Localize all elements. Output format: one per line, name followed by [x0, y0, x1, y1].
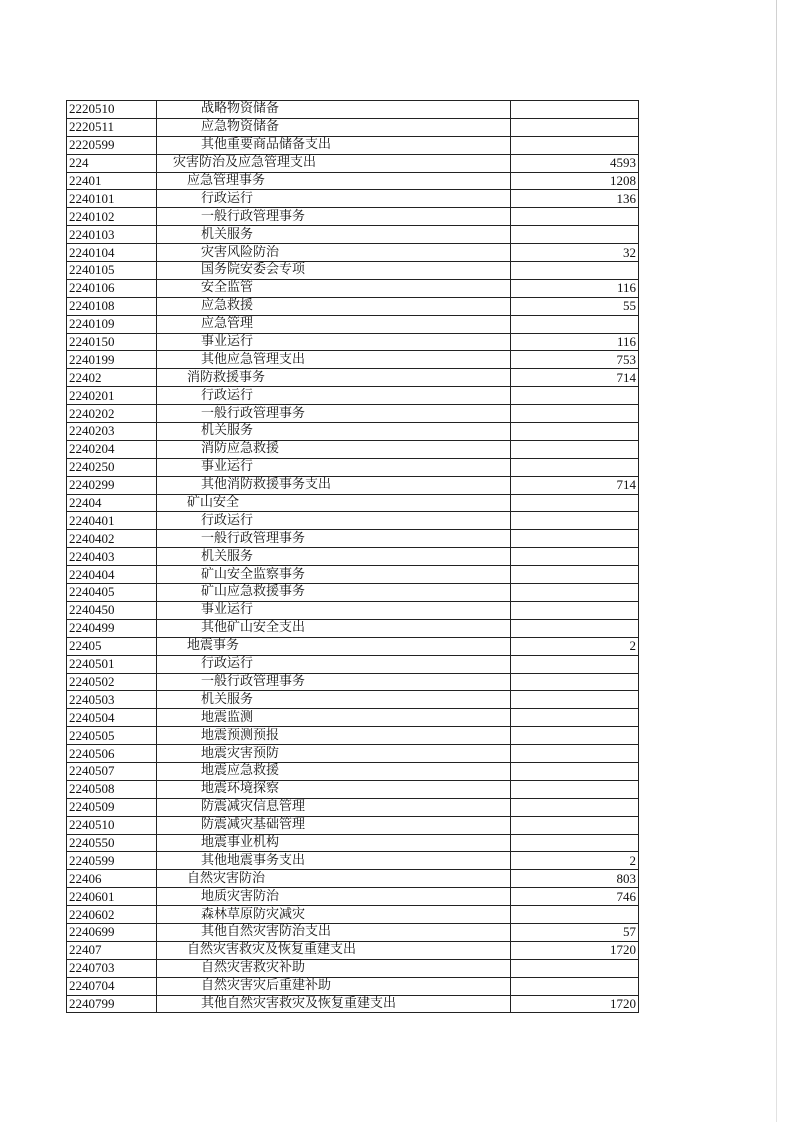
table-row [67, 691, 639, 709]
subject-code: 2240199 [67, 351, 157, 369]
table-row [67, 798, 639, 816]
subject-code: 2240499 [67, 619, 157, 637]
subject-code: 2240599 [67, 852, 157, 870]
subject-name: 其他自然灾害救灾及恢复重建支出 [157, 995, 511, 1013]
subject-name: 应急管理事务 [157, 172, 511, 190]
table-row [67, 208, 639, 226]
amount: 4593 [511, 154, 639, 172]
subject-name: 一般行政管理事务 [157, 208, 511, 226]
amount [511, 226, 639, 244]
table-row [67, 959, 639, 977]
subject-code: 2240501 [67, 655, 157, 673]
subject-code: 2240505 [67, 727, 157, 745]
subject-code: 2240502 [67, 673, 157, 691]
amount [511, 440, 639, 458]
budget-expenditure-table [66, 100, 639, 1013]
subject-code: 2240103 [67, 226, 157, 244]
subject-name: 机关服务 [157, 226, 511, 244]
table-row [67, 458, 639, 476]
subject-code: 2240503 [67, 691, 157, 709]
amount [511, 834, 639, 852]
table-row [67, 262, 639, 280]
amount [511, 977, 639, 995]
subject-code: 2240203 [67, 423, 157, 441]
amount: 2 [511, 637, 639, 655]
subject-code: 2240602 [67, 906, 157, 924]
subject-code: 2240508 [67, 780, 157, 798]
subject-name: 防震减灾信息管理 [157, 798, 511, 816]
amount [511, 798, 639, 816]
table-row [67, 709, 639, 727]
amount [511, 691, 639, 709]
subject-code: 22407 [67, 941, 157, 959]
amount: 32 [511, 244, 639, 262]
amount: 1720 [511, 941, 639, 959]
amount [511, 727, 639, 745]
subject-code: 2240799 [67, 995, 157, 1013]
subject-name: 地震事业机构 [157, 834, 511, 852]
table-row [67, 476, 639, 494]
table-row [67, 655, 639, 673]
table-row [67, 584, 639, 602]
table-row [67, 333, 639, 351]
subject-name: 安全监管 [157, 279, 511, 297]
subject-name: 机关服务 [157, 423, 511, 441]
amount [511, 530, 639, 548]
subject-name: 应急管理 [157, 315, 511, 333]
amount: 116 [511, 279, 639, 297]
subject-name: 机关服务 [157, 548, 511, 566]
subject-code: 2240509 [67, 798, 157, 816]
subject-code: 2240250 [67, 458, 157, 476]
subject-name: 自然灾害防治 [157, 870, 511, 888]
subject-code: 22405 [67, 637, 157, 655]
table-row [67, 906, 639, 924]
amount: 57 [511, 923, 639, 941]
subject-code: 2240601 [67, 888, 157, 906]
subject-code: 2240108 [67, 297, 157, 315]
amount [511, 423, 639, 441]
subject-name: 行政运行 [157, 655, 511, 673]
amount [511, 512, 639, 530]
subject-code: 2240204 [67, 440, 157, 458]
subject-name: 其他消防救援事务支出 [157, 476, 511, 494]
subject-name: 地震灾害预防 [157, 745, 511, 763]
subject-name: 灾害防治及应急管理支出 [157, 154, 511, 172]
subject-code: 2240504 [67, 709, 157, 727]
amount [511, 262, 639, 280]
amount [511, 208, 639, 226]
subject-code: 2240450 [67, 601, 157, 619]
table-row [67, 423, 639, 441]
subject-code: 2240703 [67, 959, 157, 977]
subject-code: 22404 [67, 494, 157, 512]
amount: 753 [511, 351, 639, 369]
subject-name: 战略物资储备 [157, 101, 511, 119]
subject-name: 应急物资储备 [157, 118, 511, 136]
table-row [67, 172, 639, 190]
subject-name: 行政运行 [157, 387, 511, 405]
subject-code: 2240403 [67, 548, 157, 566]
amount: 1208 [511, 172, 639, 190]
subject-name: 其他地震事务支出 [157, 852, 511, 870]
amount: 1720 [511, 995, 639, 1013]
subject-name: 国务院安委会专项 [157, 262, 511, 280]
amount [511, 906, 639, 924]
table-row [67, 941, 639, 959]
table-row [67, 297, 639, 315]
subject-name: 行政运行 [157, 190, 511, 208]
amount: 803 [511, 870, 639, 888]
amount: 136 [511, 190, 639, 208]
table-row [67, 351, 639, 369]
subject-code: 2240202 [67, 405, 157, 423]
table-row [67, 995, 639, 1013]
amount [511, 101, 639, 119]
table-row [67, 852, 639, 870]
table-row [67, 369, 639, 387]
table-row [67, 530, 639, 548]
amount: 55 [511, 297, 639, 315]
table-row [67, 780, 639, 798]
subject-code: 2240550 [67, 834, 157, 852]
subject-code: 22406 [67, 870, 157, 888]
subject-name: 矿山安全监察事务 [157, 566, 511, 584]
subject-code: 2240510 [67, 816, 157, 834]
subject-code: 2240507 [67, 762, 157, 780]
subject-name: 其他应急管理支出 [157, 351, 511, 369]
subject-name: 地震事务 [157, 637, 511, 655]
subject-code: 2240109 [67, 315, 157, 333]
amount [511, 959, 639, 977]
amount [511, 780, 639, 798]
table-row [67, 673, 639, 691]
table-row [67, 101, 639, 119]
table-row [67, 440, 639, 458]
table-row [67, 601, 639, 619]
subject-name: 其他重要商品储备支出 [157, 136, 511, 154]
subject-name: 地震监测 [157, 709, 511, 727]
subject-code: 2240506 [67, 745, 157, 763]
subject-name: 防震减灾基础管理 [157, 816, 511, 834]
subject-name: 矿山安全 [157, 494, 511, 512]
table-row [67, 637, 639, 655]
subject-name: 一般行政管理事务 [157, 530, 511, 548]
amount: 714 [511, 369, 639, 387]
amount [511, 566, 639, 584]
amount [511, 315, 639, 333]
table-row [67, 745, 639, 763]
table-row [67, 888, 639, 906]
subject-code: 2240102 [67, 208, 157, 226]
subject-code: 2240101 [67, 190, 157, 208]
table-row [67, 816, 639, 834]
subject-name: 应急救援 [157, 297, 511, 315]
amount: 714 [511, 476, 639, 494]
amount [511, 709, 639, 727]
subject-name: 一般行政管理事务 [157, 405, 511, 423]
amount [511, 745, 639, 763]
amount [511, 601, 639, 619]
subject-name: 行政运行 [157, 512, 511, 530]
subject-name: 一般行政管理事务 [157, 673, 511, 691]
subject-code: 2240404 [67, 566, 157, 584]
table-row [67, 977, 639, 995]
subject-code: 2240699 [67, 923, 157, 941]
subject-name: 自然灾害灾后重建补助 [157, 977, 511, 995]
table-row [67, 834, 639, 852]
subject-name: 事业运行 [157, 458, 511, 476]
subject-code: 2240704 [67, 977, 157, 995]
amount [511, 673, 639, 691]
subject-code: 2220511 [67, 118, 157, 136]
subject-code: 2240299 [67, 476, 157, 494]
subject-code: 22402 [67, 369, 157, 387]
subject-code: 2240405 [67, 584, 157, 602]
table-row [67, 494, 639, 512]
amount [511, 619, 639, 637]
subject-name: 自然灾害救灾补助 [157, 959, 511, 977]
subject-name: 地震预测预报 [157, 727, 511, 745]
subject-code: 224 [67, 154, 157, 172]
table-row [67, 512, 639, 530]
subject-code: 2240402 [67, 530, 157, 548]
amount: 2 [511, 852, 639, 870]
amount [511, 405, 639, 423]
subject-name: 地质灾害防治 [157, 888, 511, 906]
table-row [67, 870, 639, 888]
subject-name: 消防应急救援 [157, 440, 511, 458]
subject-code: 2220599 [67, 136, 157, 154]
amount [511, 548, 639, 566]
amount: 746 [511, 888, 639, 906]
amount [511, 387, 639, 405]
subject-name: 地震应急救援 [157, 762, 511, 780]
table-row [67, 566, 639, 584]
table-row [67, 923, 639, 941]
table-row [67, 619, 639, 637]
amount [511, 458, 639, 476]
table-row [67, 226, 639, 244]
table-row [67, 136, 639, 154]
subject-code: 2240105 [67, 262, 157, 280]
table-row [67, 118, 639, 136]
subject-name: 自然灾害救灾及恢复重建支出 [157, 941, 511, 959]
subject-code: 2240104 [67, 244, 157, 262]
subject-name: 森林草原防灾减灾 [157, 906, 511, 924]
table-row [67, 190, 639, 208]
subject-name: 其他矿山安全支出 [157, 619, 511, 637]
amount [511, 584, 639, 602]
subject-code: 2240401 [67, 512, 157, 530]
subject-code: 22401 [67, 172, 157, 190]
subject-name: 事业运行 [157, 333, 511, 351]
subject-name: 消防救援事务 [157, 369, 511, 387]
table-row [67, 154, 639, 172]
amount [511, 655, 639, 673]
amount [511, 494, 639, 512]
subject-code: 2240106 [67, 279, 157, 297]
amount [511, 762, 639, 780]
subject-name: 其他自然灾害防治支出 [157, 923, 511, 941]
amount [511, 816, 639, 834]
table-row [67, 387, 639, 405]
scan-page-edge [776, 0, 777, 1122]
table-row [67, 244, 639, 262]
subject-name: 事业运行 [157, 601, 511, 619]
table-row [67, 405, 639, 423]
table-row [67, 762, 639, 780]
table-row [67, 315, 639, 333]
amount: 116 [511, 333, 639, 351]
amount [511, 136, 639, 154]
subject-code: 2240150 [67, 333, 157, 351]
subject-code: 2220510 [67, 101, 157, 119]
subject-name: 灾害风险防治 [157, 244, 511, 262]
table-row [67, 727, 639, 745]
amount [511, 118, 639, 136]
subject-name: 矿山应急救援事务 [157, 584, 511, 602]
subject-name: 地震环境探察 [157, 780, 511, 798]
subject-name: 机关服务 [157, 691, 511, 709]
subject-code: 2240201 [67, 387, 157, 405]
table-row [67, 548, 639, 566]
table-row [67, 279, 639, 297]
